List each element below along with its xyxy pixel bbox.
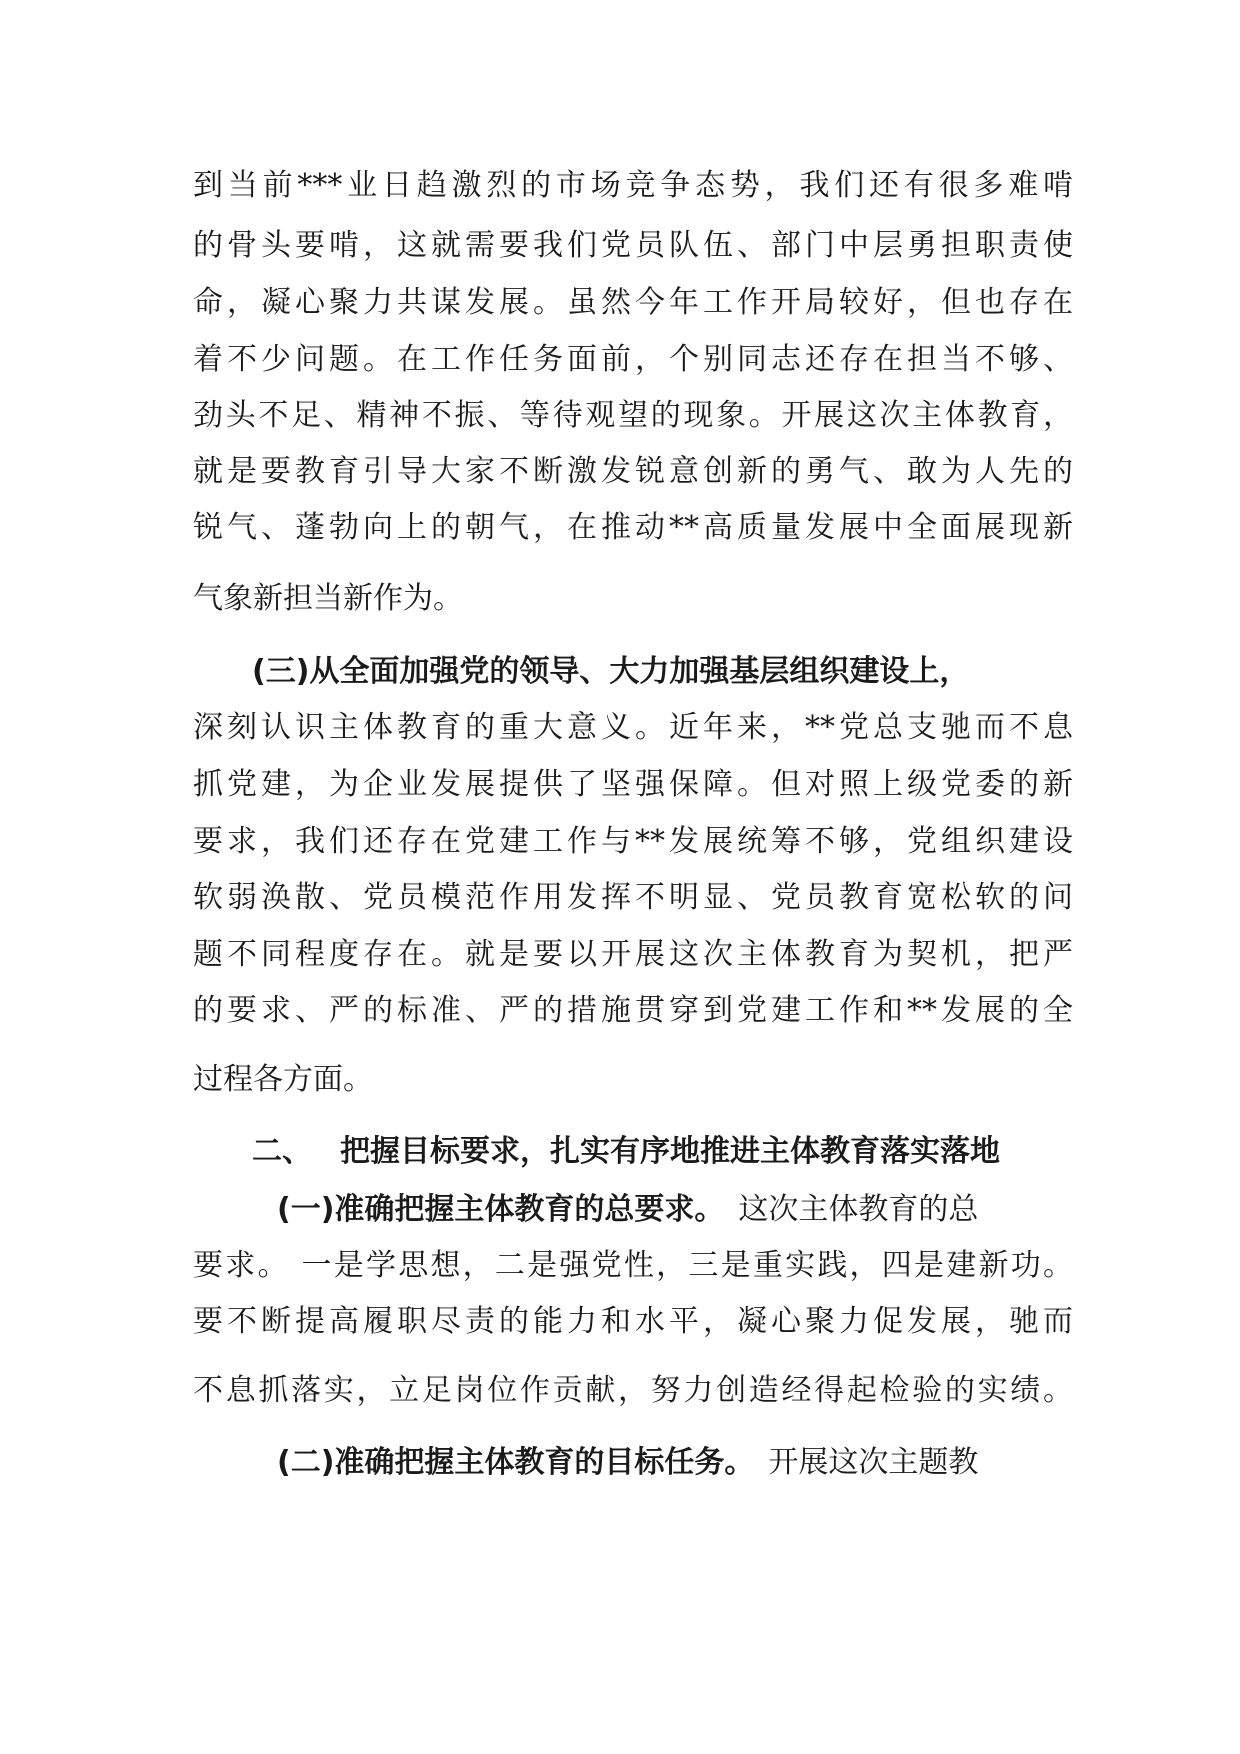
- paragraph-line: 要求，我们还存在党建工作与**发展统筹不够，党组织建设: [193, 824, 1073, 859]
- paragraph-line: 深刻认识主体教育的重大意义。近年来，**党总支驰而不息: [193, 710, 1073, 745]
- paragraph-line: 要求。 一是学思想，二是强党性，三是重实践，四是建新功。: [193, 1248, 1073, 1283]
- part-heading: [252, 1132, 1073, 1172]
- section-heading-rest: 开展这次主题教: [768, 1445, 979, 1480]
- paragraph-line: 锐气、蓬勃向上的朝气，在推动**高质量发展中全面展现新: [193, 510, 1073, 545]
- paragraph-line: 抓党建，为企业发展提供了坚强保障。但对照上级党委的新: [193, 767, 1073, 802]
- part-title: 把握目标要求，扎实有序地推进主体教育落实落地: [340, 1134, 1000, 1169]
- paragraph-line: 劲头不足、精神不振、等待观望的现象。开展这次主体教育，: [193, 398, 1073, 433]
- paragraph-line: 的骨头要啃，这就需要我们党员队伍、部门中层勇担职责使: [193, 228, 1073, 263]
- paragraph-line: 就是要教育引导大家不断激发锐意创新的勇气、敢为人先的: [193, 454, 1073, 489]
- part-number: 二、: [252, 1134, 312, 1169]
- section-heading: (三)从全面加强党的领导、大力加强基层组织建设上，: [252, 654, 970, 689]
- paragraph-line: 要不断提高履职尽责的能力和水平，凝心聚力促发展，驰而: [193, 1304, 1073, 1339]
- paragraph-line: 软弱涣散、党员模范作用发挥不明显、党员教育宽松软的问: [193, 880, 1073, 915]
- paragraph-line: 着不少问题。在工作任务面前，个别同志还存在担当不够、: [193, 342, 1073, 377]
- section-heading-line: [277, 1190, 1073, 1230]
- paragraph-line: 到当前***业日趋激烈的市场竞争态势，我们还有很多难啃: [193, 168, 1073, 203]
- section-heading-rest: 这次主体教育的总: [738, 1192, 979, 1227]
- paragraph-line: 的要求、严的标准、严的措施贯穿到党建工作和**发展的全: [193, 993, 1073, 1028]
- section-heading-line: [277, 1443, 1073, 1483]
- section-heading: (一)准确把握主体教育的总要求。: [277, 1192, 725, 1227]
- section-heading: (二)准确把握主体教育的目标任务。: [277, 1445, 755, 1480]
- paragraph-line: 命，凝心聚力共谋发展。虽然今年工作开局较好，但也存在: [193, 285, 1073, 320]
- paragraph-line: 过程各方面。: [193, 1062, 373, 1097]
- paragraph-line: 不息抓落实，立足岗位作贡献，努力创造经得起检验的实绩。: [193, 1373, 1073, 1408]
- paragraph-line: 题不同程度存在。就是要以开展这次主体教育为契机，把严: [193, 937, 1073, 972]
- paragraph-line: 气象新担当新作为。: [193, 581, 463, 616]
